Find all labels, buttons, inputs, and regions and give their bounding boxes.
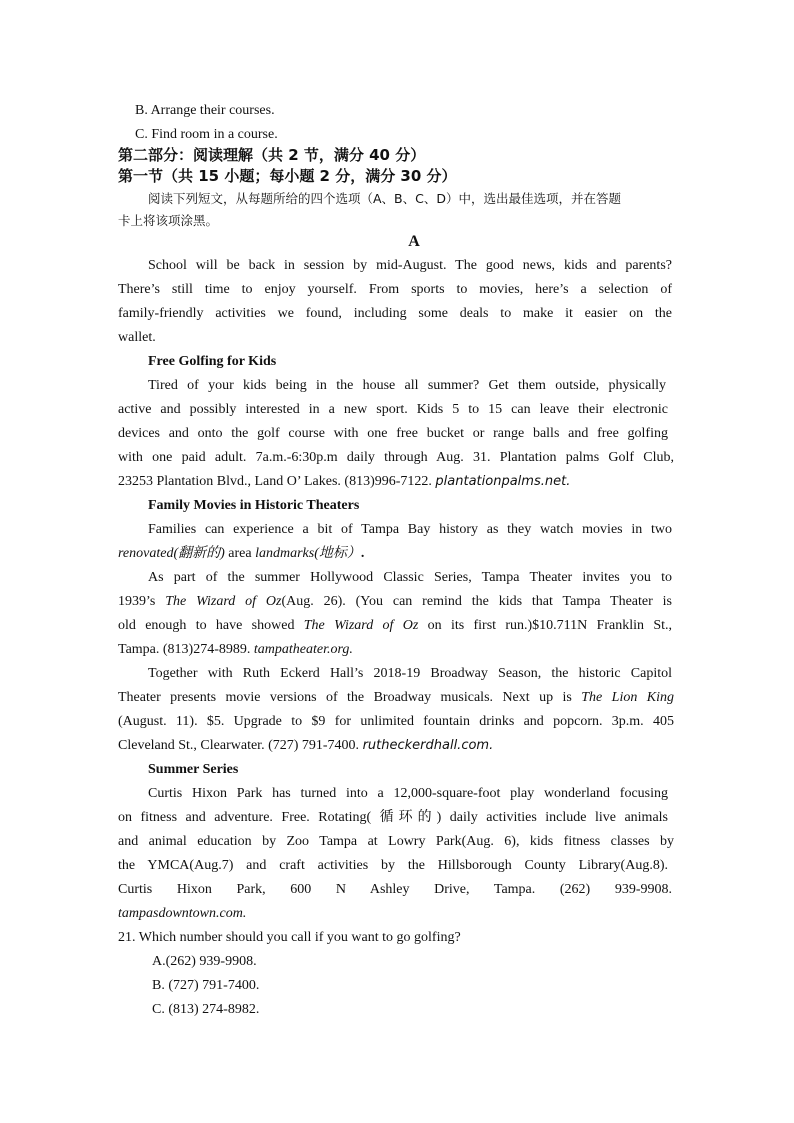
golf-website-link[interactable]: plantationpalms.net. — [435, 474, 571, 489]
movies-p3-line-3: (August. 11). $5. Upgrade to $9 for unlimited fountain drinks and popcorn. 3p.m. 405 — [118, 714, 674, 729]
movies-p2-line-2 — [118, 593, 672, 611]
landmarks-gloss: landmarks(地标） — [255, 546, 361, 561]
instructions-line-2: 卡上将该项涂黑。 — [118, 213, 219, 228]
summer-line-2: on fitness and adventure. Free. Rotating( 循环的) daily activities include live animals — [118, 810, 668, 825]
passage-letter: A — [408, 233, 420, 250]
option-c-previous: C. Find room in a course. — [135, 127, 278, 142]
golf-line-4: with one paid adult. 7a.m.-6:30p.m daily through Aug. 31. Plantation palms Golf Club, — [118, 450, 674, 465]
question-21-option-a[interactable]: A.(262) 939-9908. — [152, 954, 257, 969]
movies-p3-line-4 — [118, 737, 493, 755]
tampa-theater-phone: Tampa. (813)274-8989. — [118, 642, 254, 657]
golf-line-3: devices and onto the golf course with one free bucket or range balls and free golfing — [118, 426, 668, 441]
question-21-option-b[interactable]: B. (727) 791-7400. — [152, 978, 260, 993]
movies-p2-line-3 — [118, 617, 672, 635]
rutheckerdhall-link[interactable]: rutheckerdhall.com. — [362, 738, 494, 753]
movies-p1-line-2 — [118, 545, 364, 563]
golf-line-2: active and possibly interested in a new sport. Kids 5 to 15 can leave their electronic — [118, 402, 668, 417]
summer-line-1: Curtis Hixon Park has turned into a 12,000-square-foot play wonderland focusing — [148, 786, 668, 801]
movies-p2-year: 1939’s — [118, 594, 166, 609]
movies-p1-end: . — [360, 546, 365, 561]
summer-heading: Summer Series — [148, 762, 239, 777]
movies-p3-l2-a: Theater presents movie versions of the Broadway musicals. Next up is — [118, 690, 582, 705]
golf-line-5 — [118, 473, 570, 491]
summer-line-4: the YMCA(Aug.7) and craft activities by the Hillsborough County Library(Aug.8). — [118, 858, 668, 873]
renovated-gloss: renovated(翻新的) — [118, 546, 225, 561]
intro-line-2: There’s still time to enjoy yourself. From sports to movies, here’s a selection of — [118, 282, 672, 297]
movies-p2-rest: (Aug. 26). (You can remind the kids that Tampa Theater is — [281, 594, 672, 609]
intro-line-3: family-friendly activities we found, including some deals to make it easier on the — [118, 306, 672, 321]
summer-line-5: Curtis Hixon Park, 600 N Ashley Drive, Tampa. (262) 939-9908. — [118, 882, 672, 897]
movies-p2-line-4 — [118, 641, 353, 659]
section-heading: 第一节（共 15 小题；每小题 2 分，满分 30 分） — [118, 167, 457, 185]
movies-p3-line-2 — [118, 689, 674, 707]
tampasdowntown-link[interactable]: tampasdowntown.com. — [118, 906, 247, 921]
intro-line-4: wallet. — [118, 330, 156, 345]
intro-line-1: School will be back in session by mid-August. The good news, kids and parents? — [148, 258, 672, 273]
golf-heading: Free Golfing for Kids — [148, 354, 277, 369]
movies-p2-line-1: As part of the summer Hollywood Classic Series, Tampa Theater invites you to — [148, 570, 672, 585]
lion-king-title: The Lion King — [581, 690, 675, 705]
movies-p3-line-1: Together with Ruth Eckerd Hall’s 2018-19 Broadway Season, the historic Capitol — [148, 666, 672, 681]
golf-address: 23253 Plantation Blvd., Land O’ Lakes. (813)996-7122. — [118, 474, 436, 489]
movies-p1-line-1: Families can experience a bit of Tampa Bay history as they watch movies in two — [148, 522, 672, 537]
summer-line-6 — [118, 905, 246, 923]
instructions-line-1: 阅读下列短文，从每题所给的四个选项（A、B、C、D）中，选出最佳选项，并在答题 — [148, 191, 621, 206]
movies-p2-l3-b: on its first run.)$10.711N Franklin St., — [418, 618, 672, 633]
tampa-theater-link[interactable]: tampatheater.org. — [253, 642, 353, 657]
part-heading: 第二部分：阅读理解（共 2 节，满分 40 分） — [118, 146, 426, 164]
summer-line-3: and animal education by Zoo Tampa at Lowry Park(Aug. 6), kids fitness classes by — [118, 834, 674, 849]
movies-p2-l3-a: old enough to have showed — [118, 618, 304, 633]
wizard-of-oz-title: The Wizard of Oz — [165, 594, 282, 609]
wizard-of-oz-title-2: The Wizard of Oz — [303, 618, 419, 633]
movies-heading: Family Movies in Historic Theaters — [148, 498, 360, 513]
movies-p1-mid: area — [224, 546, 256, 561]
question-21-stem: 21. Which number should you call if you want to go golfing? — [118, 930, 461, 945]
capitol-theater-phone: Cleveland St., Clearwater. (727) 791-7400. — [118, 738, 363, 753]
question-21-option-c[interactable]: C. (813) 274-8982. — [152, 1002, 260, 1017]
option-b-previous: B. Arrange their courses. — [135, 103, 275, 118]
golf-line-1: Tired of your kids being in the house all summer? Get them outside, physically — [148, 378, 666, 393]
